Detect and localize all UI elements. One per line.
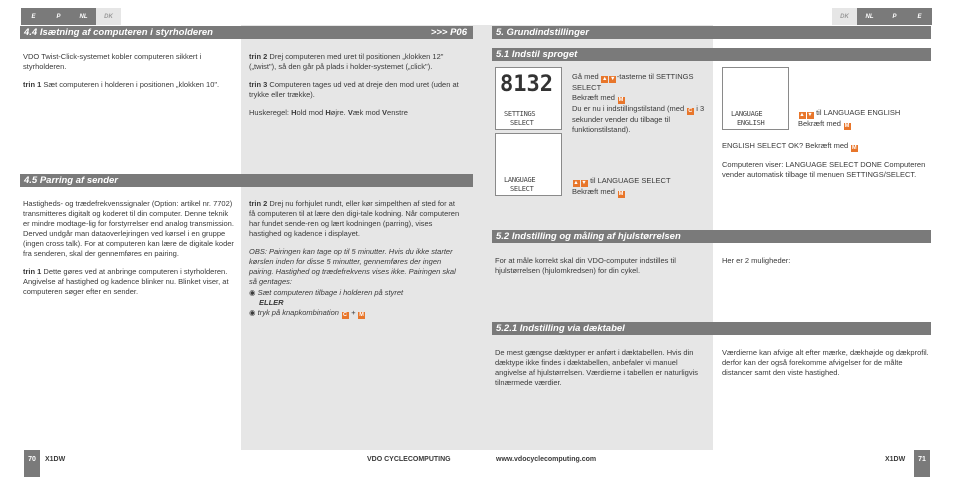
footer-left: [0, 450, 477, 477]
section-title-4-5: 4.5 Parring af sender: [24, 175, 118, 186]
section-5-1-steps-left: [572, 72, 707, 135]
section-header-4-4: [20, 26, 473, 39]
paragraph: Værdierne kan afvige alt efter mærke, dækhøjde og dækprofil. derfor kan der også forekomme afvigelser for de målte distancer samt den viste hastighed.: [722, 348, 929, 377]
display-settings-select: [495, 67, 562, 130]
page-reference-link[interactable]: >>> P06: [430, 27, 467, 38]
paragraph: For at måle korrekt skal din VDO-computer indstilles til hjulstørrelsen (hjulomkredsen) for din cykel.: [495, 256, 676, 275]
section-title-5-1: 5.1 Indstil sproget: [496, 49, 578, 60]
section-title-5-2: 5.2 Indstilling og måling af hjulstørrelsen: [496, 231, 681, 242]
section-5-2-col2: [722, 256, 934, 274]
footer-right: [477, 450, 954, 477]
lang-tab-nl[interactable]: NL: [71, 8, 96, 25]
m-key-icon: M: [618, 191, 624, 197]
section-title-4-4: 4.4 Isætning af computeren i styrholderen: [24, 27, 213, 38]
paragraph: trin 1 Sæt computeren i holderen i positionen „klokken 10".: [23, 80, 220, 89]
right-page: [477, 0, 954, 477]
paragraph: trin 3 Computeren tages ud ved at dreje den mod uret (uden at trykke eller trække).: [249, 80, 459, 99]
step-line: ENGLISH SELECT OK? Bekræft med M: [722, 141, 857, 151]
section-header-5-2-1: [492, 322, 931, 335]
up-key-icon: ▲: [602, 76, 608, 82]
section-header-5-1: [492, 48, 931, 61]
page-number: 71: [914, 450, 930, 477]
lang-tab-dk[interactable]: DK: [832, 8, 857, 25]
section-header-4-5: [20, 174, 473, 187]
up-key-icon: ▲: [573, 180, 579, 186]
section-5-1-step-english: [798, 108, 938, 130]
section-4-5-col1: [23, 199, 235, 305]
paragraph: trin 2 Drej nu forhjulet rundt, eller kør simpelthen af sted for at få computeren til at lære den digi-tale kodning. Når computeren har fundet sende-ren og lært kodningen (parring), vises hastighed og kadence i displayet.: [249, 199, 460, 238]
or-label: ELLER: [259, 298, 284, 307]
footer-model: X1DW: [885, 456, 906, 463]
lcd-line: ENGLISH: [737, 119, 765, 127]
lcd-digits: 8132: [500, 72, 553, 97]
paragraph: Hastigheds- og trædefrekvenssignaler (Option: artikel nr. 7702) transmitteres digitalt og koderet til din computer. Denne teknik er mindre modtage-lig for forstyrrelser end analog transmission. Derved undgår man dataoverlejringen ved kørsel i en gruppe (ingen cross talk). For at computeren kan lære de digitale koder fra senderen, skal der gennemføres en pairing.: [23, 199, 234, 258]
page-number: 70: [24, 450, 40, 477]
section-header-5: [492, 26, 931, 39]
lang-tab-e[interactable]: E: [907, 8, 932, 25]
lcd-line: SELECT: [510, 119, 534, 127]
down-key-icon: ▼: [610, 76, 616, 82]
section-header-5-2: [492, 230, 931, 243]
lang-tab-nl[interactable]: NL: [857, 8, 882, 25]
step-line: Bekræft med M: [798, 119, 850, 129]
step-line: Gå med ▲ ▼-tasterne til SETTINGS SELECT: [572, 72, 694, 92]
down-key-icon: ▼: [581, 180, 587, 186]
step-line: ▲ ▼ til LANGUAGE ENGLISH: [799, 108, 901, 118]
paragraph: trin 1 Dette gøres ved at anbringe computeren i styrholderen. Angivelse af hastighed og kadence blinker nu. Blinket viser, at computeren søger efter en sender.: [23, 267, 229, 296]
section-4-5-col2: [249, 199, 461, 319]
paragraph: Computeren viser: LANGUAGE SELECT DONE Computeren vender automatisk tilbage til menuen SETTINGS/SELECT.: [722, 160, 926, 179]
lcd-line: LANGUAGE: [504, 176, 536, 184]
section-5-1-confirm: [722, 141, 937, 188]
section-5-1-step-language: [572, 176, 707, 198]
lang-tab-e[interactable]: E: [21, 8, 46, 25]
m-key-icon: M: [359, 312, 364, 318]
bullet-item: ◉ tryk på knapkombination C + M: [249, 308, 364, 318]
lang-tab-dk[interactable]: DK: [96, 8, 121, 25]
bullet-icon: ◉: [249, 308, 256, 317]
bullet-icon: ◉: [249, 288, 256, 297]
paragraph: VDO Twist-Click-systemet kobler computeren sikkert i styrholderen.: [23, 52, 202, 71]
footer-url[interactable]: www.vdocyclecomputing.com: [496, 456, 597, 463]
paragraph: De mest gængse dæktyper er anført i dæktabellen. Hvis din dæktype ikke findes i dæktabellen, anbefaler vi manuel angivelse af hjulstørrelsen. Værdierne i tabellen er naturligvis tilnærmede værdier.: [495, 348, 699, 387]
lang-tab-p[interactable]: P: [46, 8, 71, 25]
display-language-select: [495, 133, 562, 196]
footer-model: X1DW: [45, 456, 66, 463]
step-line: ▲ ▼ til LANGUAGE SELECT: [573, 176, 671, 186]
section-5-2-1-col1: [495, 348, 707, 396]
language-tabs-left: [21, 8, 121, 25]
section-title-5-2-1: 5.2.1 Indstilling via dæktabel: [496, 323, 625, 334]
m-key-icon: M: [618, 97, 624, 103]
display-language-english: [722, 67, 789, 130]
paragraph: Her er 2 muligheder:: [722, 256, 791, 265]
section-4-4-col1: [23, 52, 235, 98]
section-title-5: 5. Grundindstillinger: [496, 27, 589, 38]
paragraph: trin 2 Drej computeren med uret til positionen „klokken 12" („twist"), så den går på plads i holder-systemet („click").: [249, 52, 444, 71]
lcd-line: LANGUAGE: [731, 110, 763, 118]
lcd-line: SELECT: [510, 185, 534, 193]
section-5-2-col1: [495, 256, 707, 284]
bullet-item: ◉ Sæt computeren tilbage i holderen på styret: [249, 288, 404, 297]
c-key-icon: C: [343, 312, 348, 318]
lang-tab-p[interactable]: P: [882, 8, 907, 25]
step-line: Du er nu i indstillingstilstand (med C i 3 sekunder vender du tilbage til funktionstilstand).: [572, 104, 705, 134]
step-line: Bekræft med M: [572, 187, 624, 197]
language-tabs-right: [832, 8, 932, 25]
note-paragraph: OBS: Pairingen kan tage op til 5 minutter. Hvis du ikke starter kørslen inden for disse 5 minutter, gennemføres der ingen pairing. Hastighed og trædefrekvens vises ikke. Pairingen skal så gentages:: [249, 247, 456, 286]
down-key-icon: ▼: [807, 112, 813, 118]
step-line: Bekræft med M: [572, 93, 624, 103]
c-key-icon: C: [688, 108, 693, 114]
footer-brand: VDO CYCLECOMPUTING: [367, 456, 451, 463]
mnemonic-rule: Huskeregel: Hold mod Højre. Væk mod Venstre: [249, 108, 408, 117]
m-key-icon: M: [851, 145, 857, 151]
section-4-4-col2: [249, 52, 461, 126]
m-key-icon: M: [844, 123, 850, 129]
lcd-line: SETTINGS: [504, 110, 536, 118]
up-key-icon: ▲: [799, 112, 805, 118]
section-5-2-1-col2: [722, 348, 934, 386]
